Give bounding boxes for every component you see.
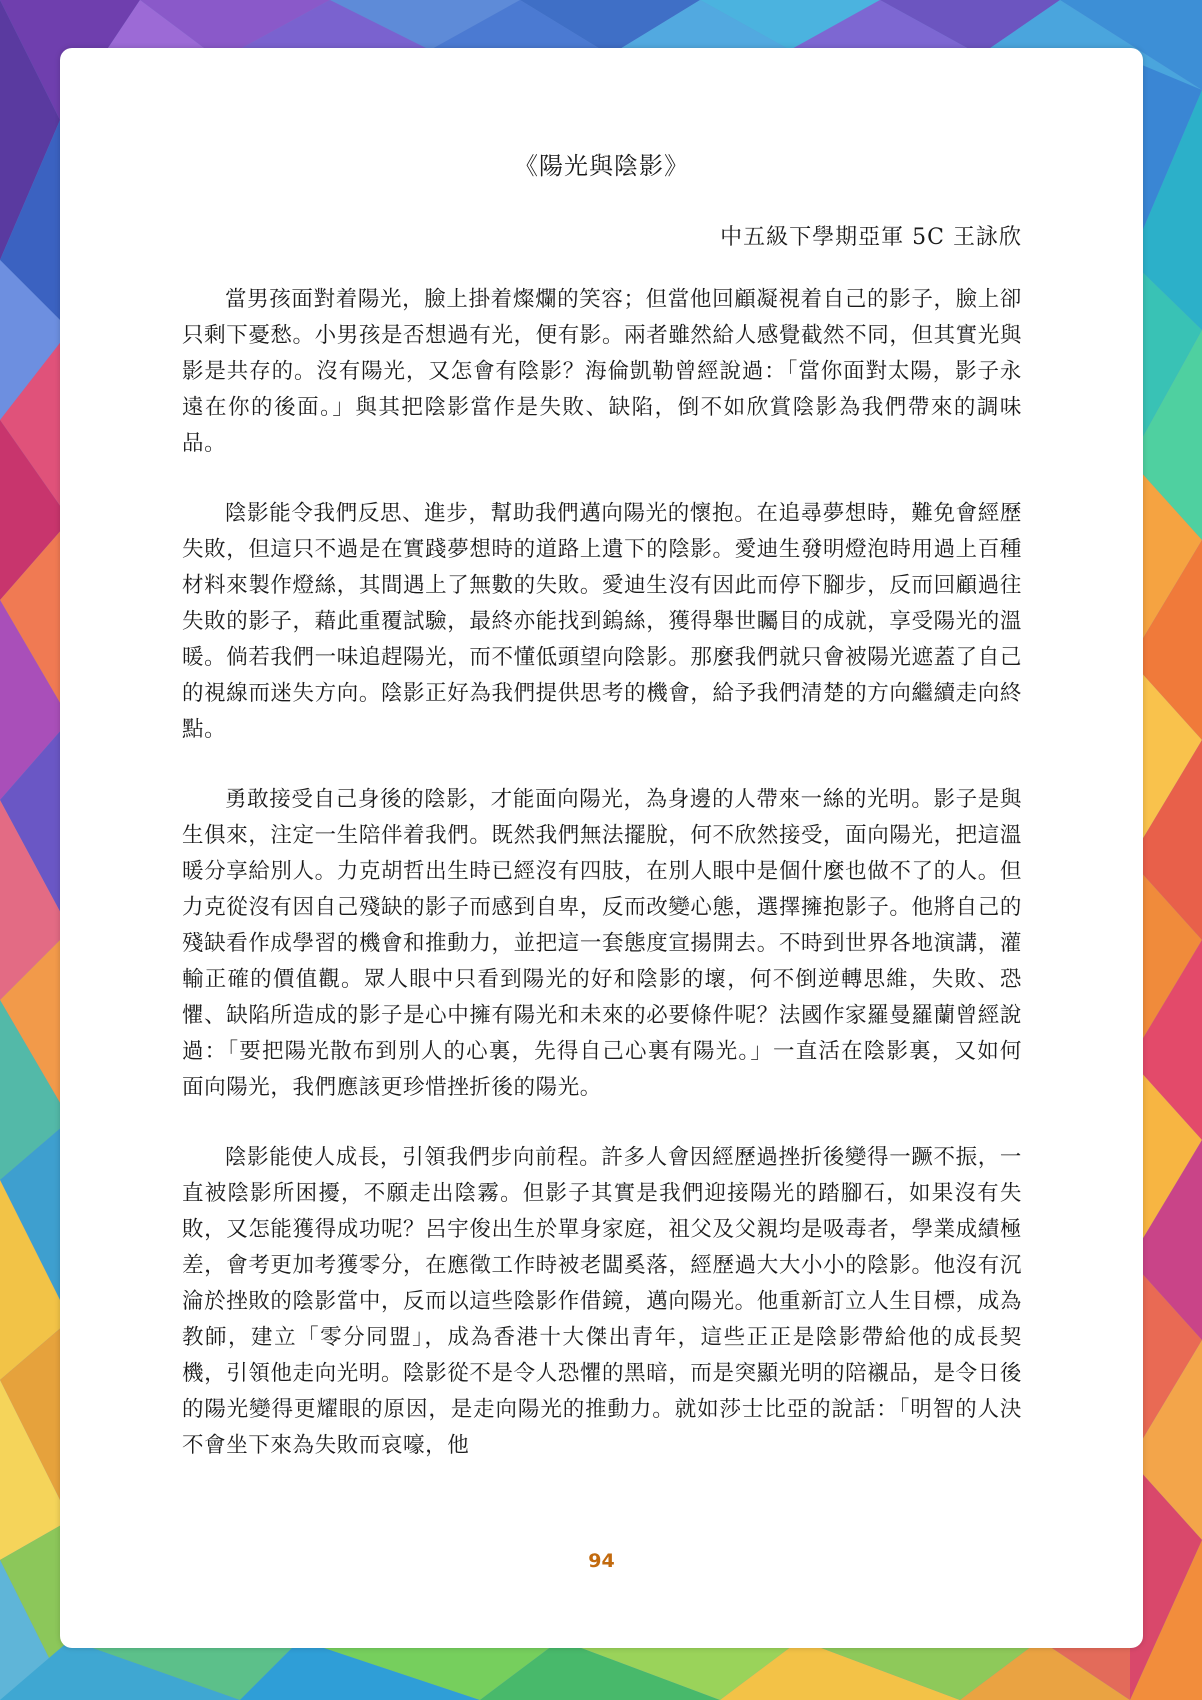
essay-paragraph: 當男孩面對着陽光，臉上掛着燦爛的笑容；但當他回顧凝視着自己的影子，臉上卻只剩下憂愁。小男孩是否想過有光，便有影。兩者雖然給人感覺截然不同，但其實光與影是共存的。沒有陽光，又怎會有陰影？海倫凱勒曾經說過：「當你面對太陽，影子永遠在你的後面。」與其把陰影當作是失敗、缺陷，倒不如欣賞陰影為我們帶來的調味品。 [182,287,1022,456]
page-card [60,48,1143,1648]
essay-paragraph: 勇敢接受自己身後的陰影，才能面向陽光，為身邊的人帶來一絲的光明。影子是與生俱來，注定一生陪伴着我們。既然我們無法擺脫，何不欣然接受，面向陽光，把這溫暖分享給別人。力克胡哲出生時已經沒有四肢，在別人眼中是個什麼也做不了的人。但力克從沒有因自己殘缺的影子而感到自卑，反而改變心態，選擇擁抱影子。他將自己的殘缺看作成學習的機會和推動力，並把這一套態度宣揚開去。不時到世界各地演講，灌輸正確的價值觀。眾人眼中只看到陽光的好和陰影的壞，何不倒逆轉思維，失敗、恐懼、缺陷所造成的影子是心中擁有陽光和未來的必要條件呢？法國作家羅曼羅蘭曾經說過：「要把陽光散布到別人的心裏，先得自己心裏有陽光。」一直活在陰影裏，又如何面向陽光，我們應該更珍惜挫折後的陽光。 [182,787,1022,1100]
essay-paragraph: 陰影能使人成長，引領我們步向前程。許多人會因經歷過挫折後變得一蹶不振，一直被陰影所困擾，不願走出陰霧。但影子其實是我們迎接陽光的踏腳石，如果沒有失敗，又怎能獲得成功呢？呂宇俊出生於單身家庭，祖父及父親均是吸毒者，學業成績極差，會考更加考獲零分，在應徵工作時被老闆奚落，經歷過大大小小的陰影。他沒有沉淪於挫敗的陰影當中，反而以這些陰影作借鏡，邁向陽光。他重新訂立人生目標，成為教師，建立「零分同盟」，成為香港十大傑出青年，這些正正是陰影帶給他的成長契機，引領他走向光明。陰影從不是令人恐懼的黑暗，而是突顯光明的陪襯品，是令日後的陽光變得更耀眼的原因，是走向陽光的推動力。就如莎士比亞的說話：「明智的人決不會坐下來為失敗而哀嚎，他 [182,1145,1022,1458]
essay-title: 《陽光與陰影》 [514,152,689,180]
page-number: 94 [588,1550,615,1572]
essay-paragraph: 陰影能令我們反思、進步，幫助我們邁向陽光的懷抱。在追尋夢想時，難免會經歷失敗，但這只不過是在實踐夢想時的道路上遺下的陰影。愛迪生發明燈泡時用過上百種材料來製作燈絲，其間遇上了無數的失敗。愛迪生沒有因此而停下腳步，反而回顧過往失敗的影子，藉此重覆試驗，最終亦能找到鎢絲，獲得舉世矚目的成就，享受陽光的溫暖。倘若我們一味追趕陽光，而不懂低頭望向陰影。那麼我們就只會被陽光遮蓋了自己的視線而迷失方向。陰影正好為我們提供思考的機會，給予我們清楚的方向繼續走向終點。 [182,501,1022,742]
essay-byline: 中五級下學期亞軍 5C 王詠欣 [720,225,1022,250]
essay-body [182,282,1022,1498]
